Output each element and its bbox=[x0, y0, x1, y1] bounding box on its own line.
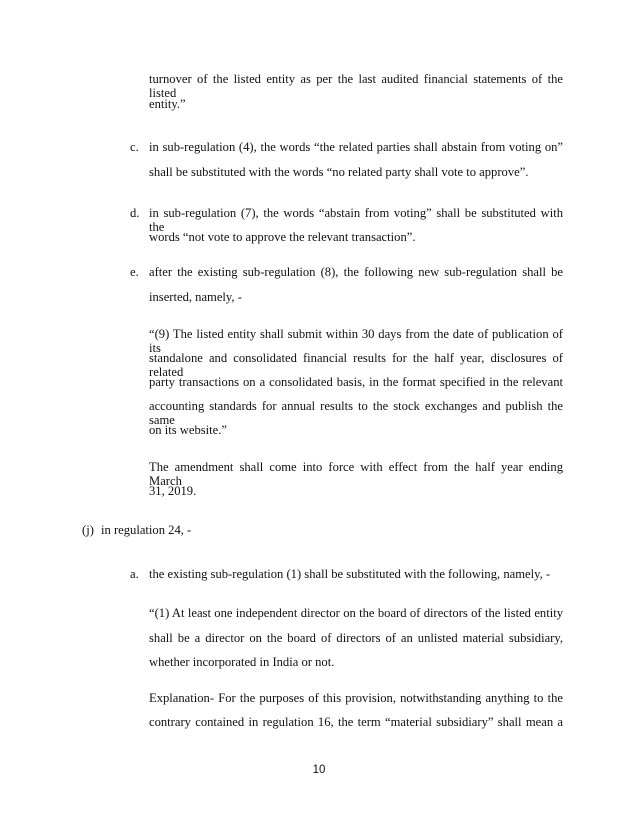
quote-1-line-2: shall be a director on the board of directors of an unlisted material subsidiary, bbox=[149, 631, 563, 645]
item-a-text: the existing sub-regulation (1) shall be substituted with the following, namely, - bbox=[149, 567, 551, 581]
amendment-line-2: 31, 2019. bbox=[149, 484, 197, 498]
quote-9-line-3: party transactions on a consolidated basis, in the format specified in the relevant bbox=[149, 375, 563, 389]
quote-9-line-2: standalone and consolidated financial results for the half year, disclosures of related bbox=[149, 351, 563, 379]
item-d-line-1: in sub-regulation (7), the words “abstain from voting” shall be substituted with the bbox=[149, 206, 563, 234]
quote-9-line-5: on its website.” bbox=[149, 423, 227, 437]
item-d-line-2: words “not vote to approve the relevant transaction”. bbox=[149, 230, 416, 244]
continuation-line-1: turnover of the listed entity as per the last audited financial statements of the listed bbox=[149, 72, 563, 100]
item-e-marker: e. bbox=[130, 265, 139, 279]
amendment-line-1: The amendment shall come into force with effect from the half year ending March bbox=[149, 460, 563, 488]
clause-j-marker: (j) bbox=[82, 523, 94, 537]
item-e-line-1: after the existing sub-regulation (8), the following new sub-regulation shall be bbox=[149, 265, 563, 279]
item-c-marker: c. bbox=[130, 140, 139, 154]
explanation-line-1: Explanation- For the purposes of this provision, notwithstanding anything to the bbox=[149, 691, 563, 705]
item-c-line-2: shall be substituted with the words “no related party shall vote to approve”. bbox=[149, 165, 529, 179]
quote-9-line-1: “(9) The listed entity shall submit within 30 days from the date of publication of its bbox=[149, 327, 563, 355]
item-a-marker: a. bbox=[130, 567, 139, 581]
clause-j-text: in regulation 24, - bbox=[101, 523, 192, 537]
page-number: 10 bbox=[312, 764, 326, 776]
explanation-line-2: contrary contained in regulation 16, the term “material subsidiary” shall mean a bbox=[149, 715, 563, 729]
quote-9-line-4: accounting standards for annual results to the stock exchanges and publish the same bbox=[149, 399, 563, 427]
quote-1-line-1: “(1) At least one independent director on the board of directors of the listed entity bbox=[149, 606, 563, 620]
item-c-line-1: in sub-regulation (4), the words “the related parties shall abstain from voting on” bbox=[149, 140, 563, 154]
continuation-line-2: entity.” bbox=[149, 97, 186, 111]
item-e-line-2: inserted, namely, - bbox=[149, 290, 242, 304]
quote-1-line-3: whether incorporated in India or not. bbox=[149, 655, 335, 669]
item-d-marker: d. bbox=[130, 206, 140, 220]
